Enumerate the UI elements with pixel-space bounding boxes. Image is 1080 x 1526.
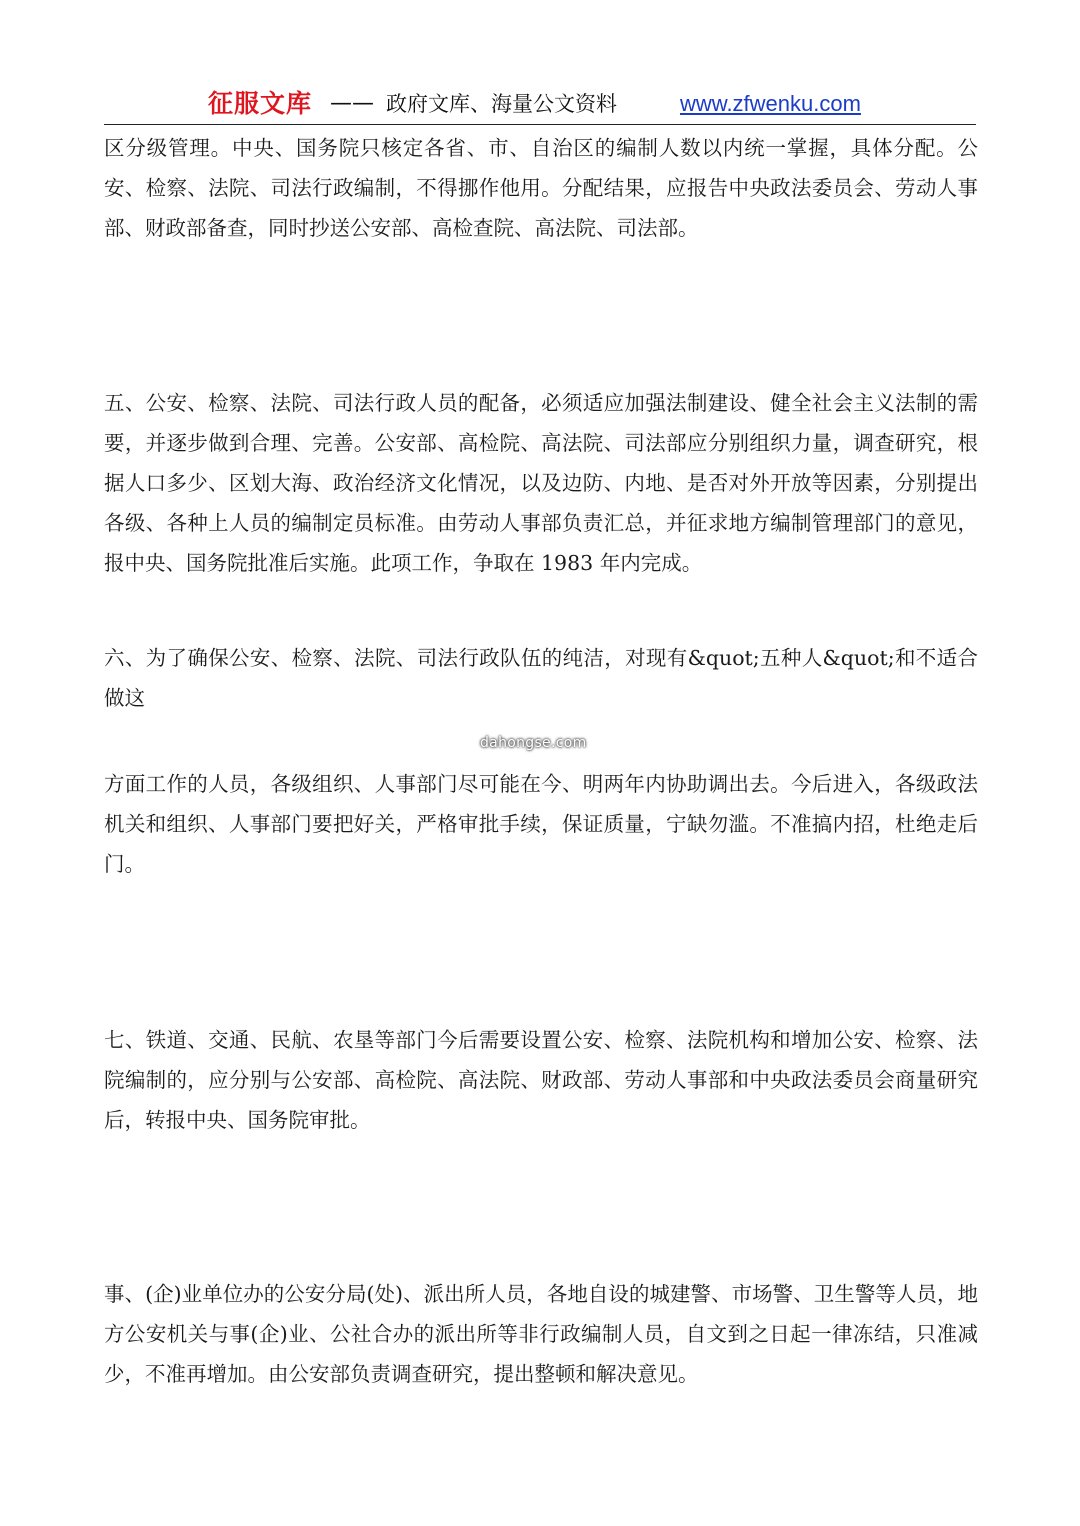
watermark-text: dahongse.com [480,735,587,751]
header-tagline: 政府文库、海量公文资料 [386,92,617,116]
site-url-link[interactable]: www.zfwenku.com [680,91,861,116]
paragraph-5: 七、铁道、交通、民航、农垦等部门今后需要设置公安、检察、法院机构和增加公安、检察、法院编制的，应分别与公安部、高检院、高法院、财政部、劳动人事部和中央政法委员会商量研究后，转报中央、国务院审批。 [104,1028,978,1132]
header-bar [104,86,976,122]
paragraph-1: 区分级管理。中央、国务院只核定各省、市、自治区的编制人数以内统一掌握，具体分配。公安、检察、法院、司法行政编制，不得挪作他用。分配结果，应报告中央政法委员会、劳动人事部、财政部备查，同时抄送公安部、高检查院、高法院、司法部。 [104,136,978,240]
paragraph-2: 五、公安、检察、法院、司法行政人员的配备，必须适应加强法制建设、健全社会主义法制的需要，并逐步做到合理、完善。公安部、高检院、高法院、司法部应分别组织力量，调查研究，根据人口多少、区划大海、政治经济文化情况，以及边防、内地、是否对外开放等因素，分别提出各级、各种上人员的编制定员标准。由劳动人事部负责汇总，并征求地方编制管理部门的意见，报中央、国务院批准后实施。此项工作，争取在 1983 年内完成。 [104,391,978,575]
paragraph-3: 六、为了确保公安、检察、法院、司法行政队伍的纯洁，对现有&quot;五种人&quot;和不适合做这 [104,646,978,710]
header-dash: —— [330,91,374,116]
paragraph-6: 事、(企)业单位办的公安分局(处)、派出所人员，各地自设的城建警、市场警、卫生警等人员，地方公安机关与事(企)业、公社合办的派出所等非行政编制人员，自文到之日起一律冻结，只准减少，不准再增加。由公安部负责调查研究，提出整顿和解决意见。 [104,1282,978,1386]
brand-logo-text: 征服文库 [208,89,313,118]
paragraph-4: 方面工作的人员，各级组织、人事部门尽可能在今、明两年内协助调出去。今后进入，各级政法机关和组织、人事部门要把好关，严格审批手续，保证质量，宁缺勿滥。不准搞内招，杜绝走后门。 [104,772,978,876]
